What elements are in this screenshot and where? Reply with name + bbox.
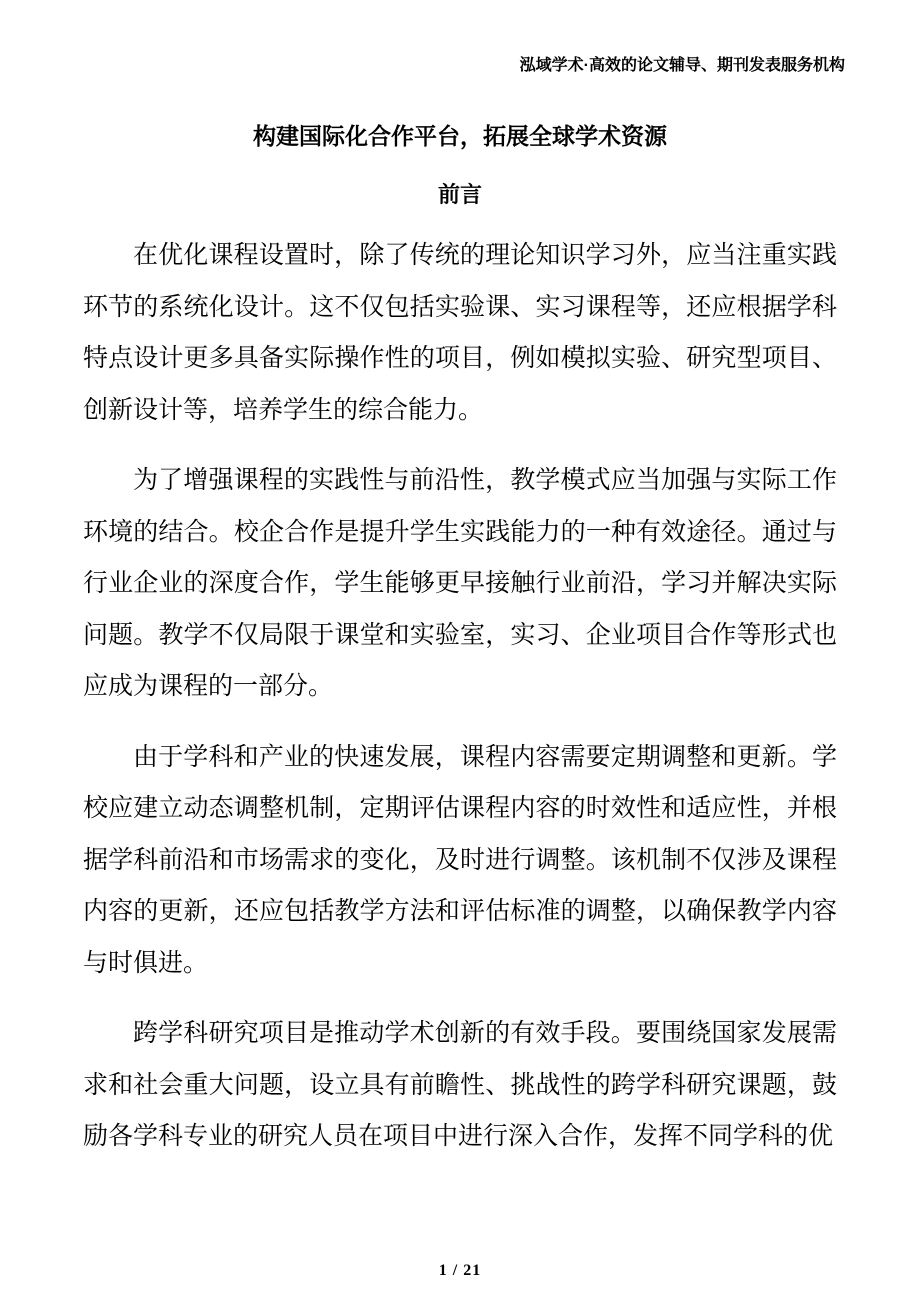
document-header-brand: 泓域学术·高效的论文辅导、期刊发表服务机构 [519, 57, 845, 74]
page-number: 1 / 21 [438, 1262, 482, 1279]
section-heading-preface: 前言 [437, 182, 482, 207]
body-paragraph: 在优化课程设置时，除了传统的理论知识学习外，应当注重实践环节的系统化设计。这不仅包括实验课、实习课程等，还应根据学科特点设计更多具备实际操作性的项目，例如模拟实验、研究型项目、创新设计等，培养学生的综合能力。 [83, 242, 837, 424]
document-title: 构建国际化合作平台，拓展全球学术资源 [253, 123, 667, 149]
body-paragraph: 由于学科和产业的快速发展，课程内容需要定期调整和更新。学校应建立动态调整机制，定期评估课程内容的时效性和适应性，并根据学科前沿和市场需求的变化，及时进行调整。该机制不仅涉及课程内容的更新，还应包括教学方法和评估标准的调整，以确保教学内容与时俱进。 [83, 743, 837, 977]
body-paragraph: 跨学科研究项目是推动学术创新的有效手段。要围绕国家发展需求和社会重大问题，设立具有前瞻性、挑战性的跨学科研究课题，鼓励各学科专业的研究人员在项目中进行深入合作，发挥不同学科的优 [83, 1020, 837, 1150]
document-body [83, 230, 837, 1182]
body-paragraph: 为了增强课程的实践性与前沿性，教学模式应当加强与实际工作环境的结合。校企合作是提升学生实践能力的一种有效途径。通过与行业企业的深度合作，学生能够更早接触行业前沿，学习并解决实际问题。教学不仅局限于课堂和实验室，实习、企业项目合作等形式也应成为课程的一部分。 [83, 467, 837, 700]
